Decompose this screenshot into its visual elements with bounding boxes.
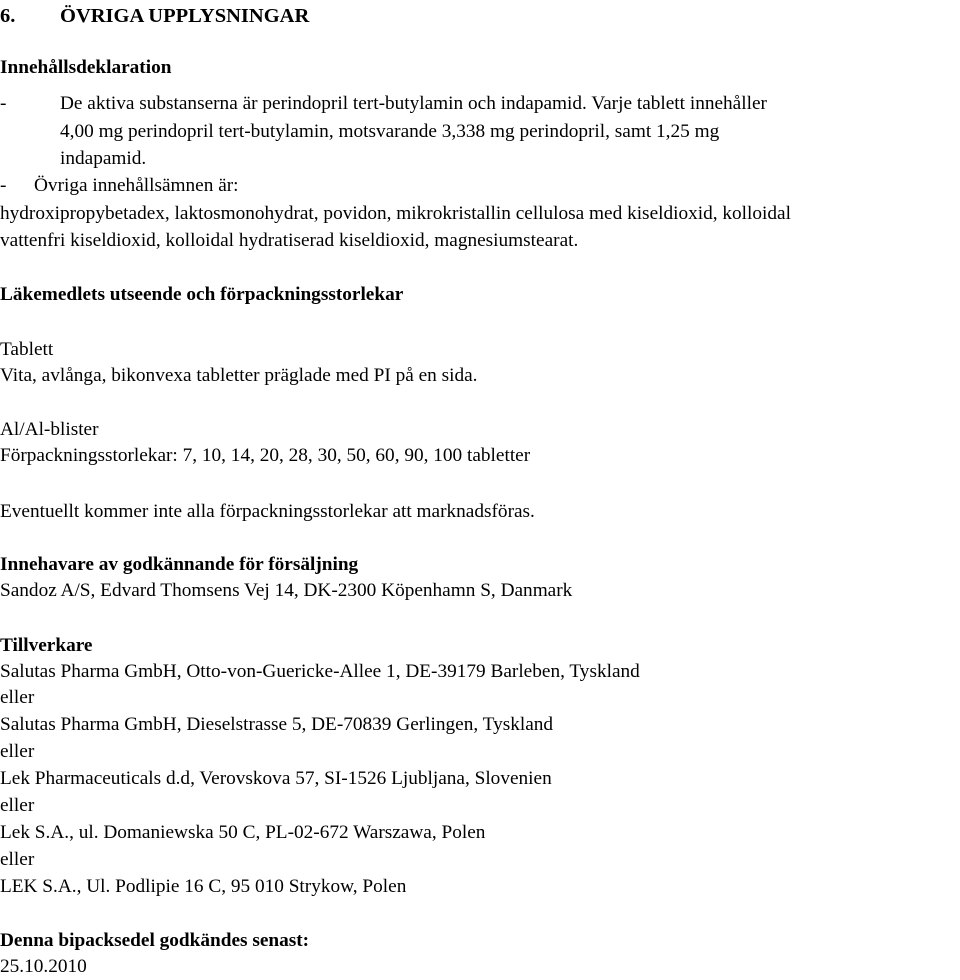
approval-date: 25.10.2010 <box>0 956 87 977</box>
tablet-description: Vita, avlånga, bikonvexa tabletter präglade med PI på en sida. <box>0 365 478 386</box>
appearance-heading: Läkemedlets utseende och förpackningsstorlekar <box>0 284 404 305</box>
active-substances-line-2: 4,00 mg perindopril tert-butylamin, motsvarande 3,338 mg perindopril, samt 1,25 mg <box>60 121 720 142</box>
manufacturer-item: LEK S.A., Ul. Podlipie 16 C, 95 010 Strykow, Polen <box>0 876 407 897</box>
active-substances-line-1: De aktiva substanserna är perindopril tert-butylamin och indapamid. Varje tablett innehåller <box>60 93 767 114</box>
manufacturer-heading: Tillverkare <box>0 635 93 656</box>
or-separator: eller <box>0 741 35 762</box>
active-substances-line-3: indapamid. <box>60 148 147 169</box>
or-separator: eller <box>0 795 35 816</box>
holder-address: Sandoz A/S, Edvard Thomsens Vej 14, DK-2300 Köpenhamn S, Danmark <box>0 580 573 601</box>
holder-heading: Innehavare av godkännande för försäljning <box>0 554 359 575</box>
blister-label: Al/Al-blister <box>0 419 99 440</box>
other-ingredients-line-1: hydroxipropybetadex, laktosmonohydrat, povidon, mikrokristallin cellulosa med kiseldioxid, kolloidal <box>0 203 791 224</box>
tablet-label: Tablett <box>0 339 54 360</box>
pack-sizes: Förpackningsstorlekar: 7, 10, 14, 20, 28, 30, 50, 60, 90, 100 tabletter <box>0 445 531 466</box>
section-number: 6. <box>0 5 16 27</box>
or-separator: eller <box>0 687 35 708</box>
bullet-dash: - <box>0 175 7 196</box>
manufacturer-item: Lek S.A., ul. Domaniewska 50 C, PL-02-672 Warszawa, Polen <box>0 822 486 843</box>
other-ingredients-line-2: vattenfri kiseldioxid, kolloidal hydratiserad kiseldioxid, magnesiumstearat. <box>0 230 579 251</box>
bullet-dash: - <box>0 93 7 114</box>
marketing-note: Eventuellt kommer inte alla förpackningsstorlekar att marknadsföras. <box>0 501 535 522</box>
manufacturer-item: Lek Pharmaceuticals d.d, Verovskova 57, SI-1526 Ljubljana, Slovenien <box>0 768 552 789</box>
or-separator: eller <box>0 849 35 870</box>
approval-heading: Denna bipacksedel godkändes senast: <box>0 930 310 951</box>
manufacturer-item: Salutas Pharma GmbH, Dieselstrasse 5, DE-70839 Gerlingen, Tyskland <box>0 714 554 735</box>
section-heading <box>0 3 310 29</box>
content-declaration-heading: Innehållsdeklaration <box>0 57 172 78</box>
manufacturer-item: Salutas Pharma GmbH, Otto-von-Guericke-Allee 1, DE-39179 Barleben, Tyskland <box>0 661 640 682</box>
other-ingredients-lead: Övriga innehållsämnen är: <box>34 175 239 196</box>
section-title: ÖVRIGA UPPLYSNINGAR <box>60 5 310 27</box>
